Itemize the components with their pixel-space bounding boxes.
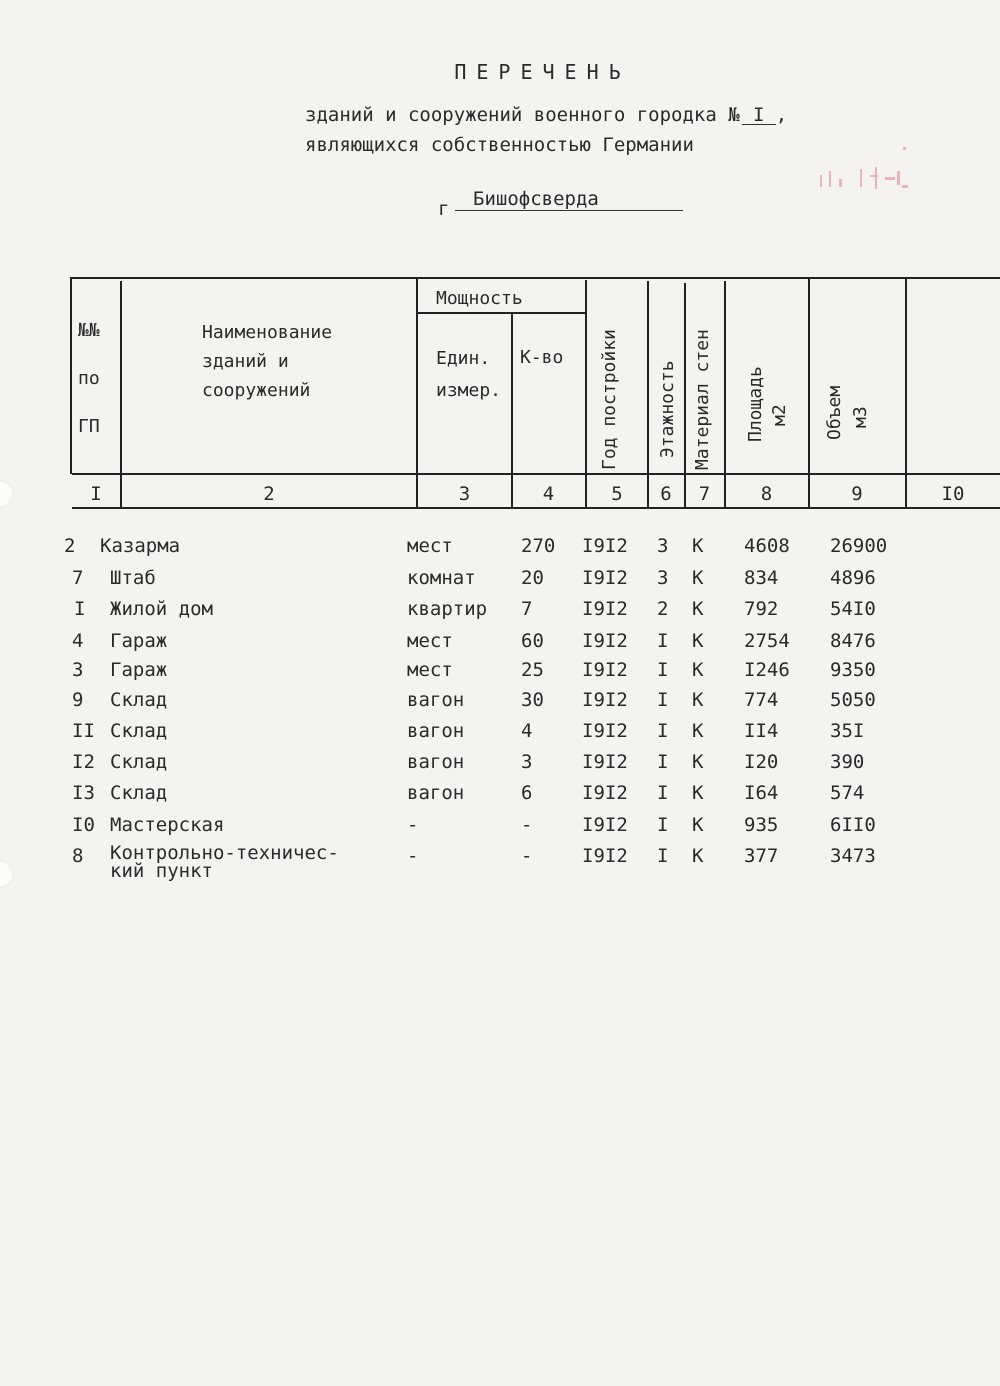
column-number-4: 4 — [542, 483, 555, 505]
row-material: К — [692, 720, 704, 742]
column-number-9: 9 — [851, 483, 863, 505]
header-col6: Этажность — [657, 360, 678, 458]
header-col4: К-во — [520, 347, 564, 368]
row-year: I9I2 — [582, 598, 628, 620]
row-name: Гараж — [110, 630, 168, 652]
row-area: 774 — [744, 689, 779, 711]
header-col8-line1: Площадь — [745, 366, 766, 442]
col-line-6 — [647, 281, 649, 508]
row-gp: 8 — [72, 845, 84, 867]
row-floors: 3 — [657, 535, 669, 557]
header-col5: Год постройки — [599, 329, 620, 470]
row-floors: I — [657, 751, 669, 773]
row-area: 377 — [744, 845, 779, 867]
row-material: К — [692, 659, 704, 681]
row-year: I9I2 — [582, 659, 628, 681]
red-stamp-mark — [815, 145, 910, 195]
row-floors: I — [657, 720, 669, 742]
table-top-border — [72, 277, 1000, 279]
column-number-7: 7 — [698, 483, 711, 505]
row-name-continued: кий пункт — [110, 860, 213, 882]
row-qty: 270 — [521, 535, 556, 557]
row-area: 834 — [744, 567, 779, 589]
header-col1 — [78, 318, 100, 440]
row-gp: 2 — [64, 535, 76, 557]
row-unit: вагон — [407, 689, 465, 711]
row-unit: квартир — [407, 598, 488, 620]
column-number-5: 5 — [611, 483, 623, 505]
row-unit: вагон — [407, 782, 465, 804]
header-col9-line1: Объем — [824, 385, 845, 440]
row-area: I64 — [744, 782, 779, 804]
row-qty: 25 — [521, 659, 544, 681]
punch-hole — [0, 480, 14, 508]
subtitle-line-2: являющихся собственностью Германии — [305, 134, 694, 156]
row-floors: I — [657, 630, 669, 652]
town-number: I — [742, 106, 776, 125]
row-year: I9I2 — [582, 782, 628, 804]
row-name: Склад — [110, 689, 168, 711]
row-name: Мастерская — [110, 814, 225, 836]
col-line-7 — [684, 283, 686, 508]
row-volume: 26900 — [830, 535, 888, 557]
row-area: 792 — [744, 598, 779, 620]
col-line-2 — [120, 281, 122, 508]
row-gp: 9 — [72, 689, 84, 711]
col-line-1 — [70, 277, 72, 474]
row-material: К — [692, 630, 704, 652]
row-unit: вагон — [407, 751, 465, 773]
row-year: I9I2 — [582, 720, 628, 742]
header-col2 — [202, 318, 332, 405]
col-line-5 — [585, 280, 587, 508]
city-prefix: г — [438, 198, 450, 220]
row-material: К — [692, 751, 704, 773]
row-name: Склад — [110, 720, 168, 742]
row-area: 2754 — [744, 630, 790, 652]
row-volume: 35I — [830, 720, 865, 742]
row-qty: 30 — [521, 689, 544, 711]
row-area: 935 — [744, 814, 779, 836]
subtitle-text: зданий и сооружений военного городка № — [305, 104, 740, 126]
col-line-3 — [416, 279, 418, 508]
row-qty: 20 — [521, 567, 544, 589]
row-unit: мест — [407, 630, 453, 652]
header-col1-line1: №№ — [78, 320, 100, 341]
row-volume: 574 — [830, 782, 865, 804]
subtitle-line-1 — [305, 104, 787, 126]
row-volume: 9350 — [830, 659, 876, 681]
row-unit: мест — [407, 659, 453, 681]
column-number-2: 2 — [263, 483, 275, 505]
header-col3-line2: измер. — [436, 380, 502, 401]
row-floors: 2 — [657, 598, 669, 620]
row-material: К — [692, 814, 704, 836]
row-unit: - — [407, 845, 419, 867]
row-material: К — [692, 782, 704, 804]
row-unit: комнат — [407, 567, 476, 589]
col-line-4 — [511, 313, 513, 508]
row-material: К — [692, 845, 704, 867]
row-volume: 390 — [830, 751, 865, 773]
row-volume: 54I0 — [830, 598, 876, 620]
row-gp: 3 — [72, 659, 84, 681]
row-floors: I — [657, 814, 669, 836]
city-name: Бишофсверда — [455, 188, 683, 211]
row-material: К — [692, 567, 704, 589]
document-title: ПЕРЕЧЕНЬ — [454, 60, 631, 84]
row-floors: I — [657, 845, 669, 867]
row-floors: I — [657, 659, 669, 681]
row-year: I9I2 — [582, 567, 628, 589]
header-col9-line2: м3 — [850, 406, 871, 428]
row-gp: I3 — [72, 782, 95, 804]
row-year: I9I2 — [582, 814, 628, 836]
subtitle-comma: , — [775, 104, 788, 126]
column-number-10: I0 — [941, 483, 965, 505]
col-line-10 — [905, 279, 907, 508]
row-qty: 4 — [521, 720, 533, 742]
row-gp: I2 — [72, 751, 95, 773]
column-number-6: 6 — [660, 483, 672, 505]
row-year: I9I2 — [582, 845, 628, 867]
row-material: К — [692, 689, 704, 711]
row-floors: I — [657, 689, 669, 711]
row-name: Контрольно-техничес- — [110, 842, 339, 864]
header-col8 — [744, 366, 792, 442]
row-area: II4 — [744, 720, 779, 742]
row-qty: 60 — [521, 630, 544, 652]
row-year: I9I2 — [582, 535, 628, 557]
row-qty: 7 — [521, 598, 533, 620]
column-numbers-border — [72, 507, 1000, 509]
row-gp: 7 — [72, 567, 84, 589]
row-year: I9I2 — [582, 689, 628, 711]
header-col2-line2: зданий и — [202, 351, 289, 372]
header-power-group: Мощность — [436, 288, 523, 309]
header-col8-line2: м2 — [769, 404, 790, 426]
row-name: Штаб — [110, 567, 156, 589]
header-col3-line1: Един. — [436, 348, 491, 369]
row-floors: I — [657, 782, 669, 804]
row-volume: 3473 — [830, 845, 876, 867]
row-year: I9I2 — [582, 751, 628, 773]
row-area: 4608 — [744, 535, 790, 557]
row-volume: 5050 — [830, 689, 876, 711]
row-area: I20 — [744, 751, 779, 773]
row-area: I246 — [744, 659, 790, 681]
row-gp: 4 — [72, 630, 84, 652]
row-volume: 8476 — [830, 630, 876, 652]
row-year: I9I2 — [582, 630, 628, 652]
row-name: Склад — [110, 751, 168, 773]
row-name: Казарма — [100, 535, 181, 557]
row-name: Гараж — [110, 659, 168, 681]
row-volume: 4896 — [830, 567, 876, 589]
column-number-8: 8 — [760, 483, 773, 505]
header-bottom-border — [72, 473, 1000, 475]
header-col3 — [436, 343, 501, 407]
row-gp: II — [72, 720, 95, 742]
row-material: К — [692, 535, 704, 557]
col-line-9 — [808, 279, 810, 508]
column-number-3: 3 — [458, 483, 471, 505]
row-unit: мест — [407, 535, 453, 557]
row-gp: I0 — [72, 814, 95, 836]
row-name: Жилой дом — [110, 598, 213, 620]
row-material: К — [692, 598, 704, 620]
row-floors: 3 — [657, 567, 669, 589]
row-unit: вагон — [407, 720, 465, 742]
header-col1-line2: по — [78, 368, 100, 389]
header-col1-line3: ГП — [78, 416, 100, 437]
row-qty: 6 — [521, 782, 533, 804]
row-gp: I — [74, 598, 86, 620]
row-qty: - — [521, 814, 533, 836]
header-col2-line1: Наименование — [202, 322, 333, 343]
row-unit: - — [407, 814, 419, 836]
header-col2-line3: сооружений — [202, 380, 311, 401]
row-name: Склад — [110, 782, 168, 804]
header-col9 — [822, 386, 874, 440]
column-number-1: I — [90, 483, 102, 505]
row-volume: 6II0 — [830, 814, 876, 836]
col-line-8 — [724, 281, 726, 508]
row-qty: 3 — [521, 751, 533, 773]
header-col7: Материал стен — [692, 329, 713, 470]
row-qty: - — [521, 845, 533, 867]
punch-hole — [0, 860, 14, 888]
